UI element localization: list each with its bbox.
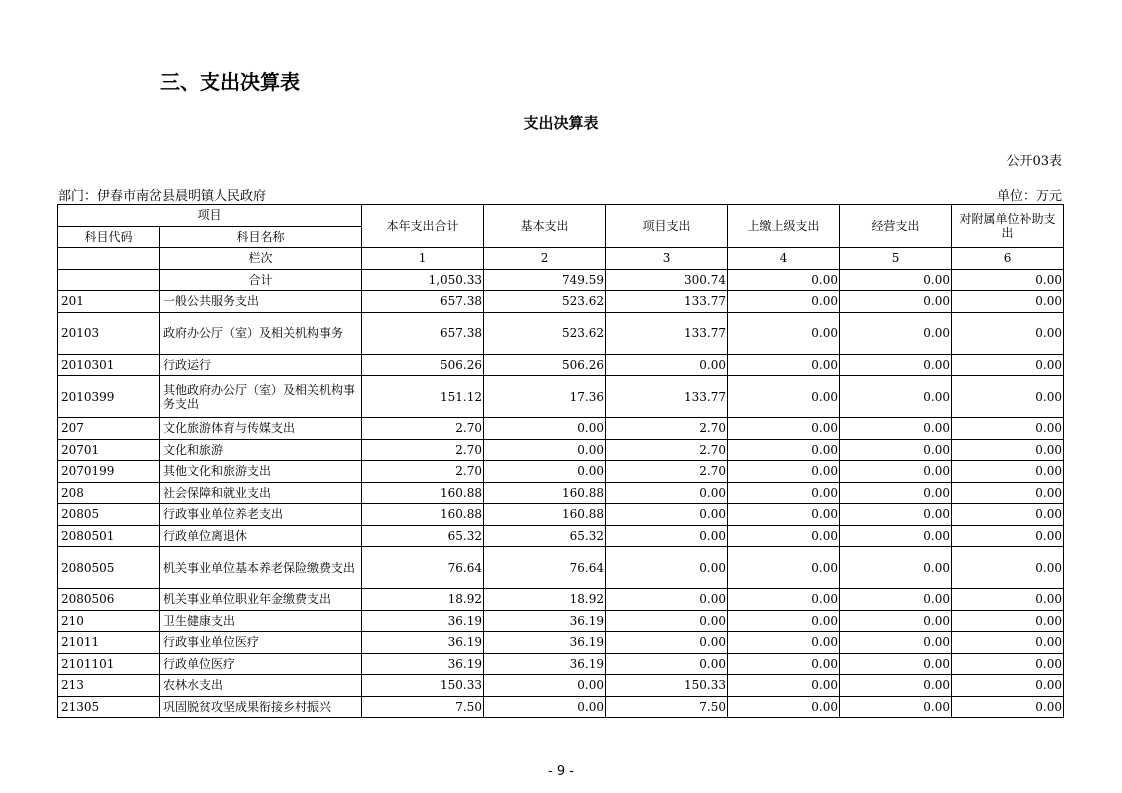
amount-cell: 0.00 [484,418,606,440]
amount-cell: 0.00 [606,482,728,504]
table-row [58,675,1064,697]
subject-code: 2080501 [58,525,160,547]
subject-name: 行政单位离退休 [160,525,362,547]
subject-code: 207 [58,418,160,440]
subject-name: 行政运行 [160,354,362,376]
header-col-2: 基本支出 [484,205,606,248]
amount-cell: 0.00 [840,439,952,461]
subject-name: 机关事业单位职业年金缴费支出 [160,589,362,611]
subject-name: 行政事业单位养老支出 [160,504,362,526]
amount-cell: 0.00 [484,696,606,718]
header-row-index [58,248,1064,270]
subject-name: 卫生健康支出 [160,610,362,632]
amount-cell: 18.92 [362,589,484,611]
amount-cell: 0.00 [840,696,952,718]
amount-cell: 0.00 [728,525,840,547]
amount-cell: 0.00 [840,461,952,483]
col-number: 1 [362,248,484,270]
table-row [58,354,1064,376]
table-row [58,504,1064,526]
table-title: 支出决算表 [523,114,599,132]
amount-cell: 0.00 [606,589,728,611]
amount-cell: 0.00 [728,291,840,313]
amount-cell: 0.00 [728,696,840,718]
amount-cell: 2.70 [606,418,728,440]
subject-name: 政府办公厅（室）及相关机构事务 [160,312,362,354]
amount-cell: 0.00 [728,589,840,611]
amount-cell: 0.00 [952,418,1064,440]
amount-cell: 76.64 [484,547,606,589]
amount-cell: 150.33 [606,675,728,697]
amount-cell: 17.36 [484,376,606,418]
subject-code: 213 [58,675,160,697]
amount-cell: 18.92 [484,589,606,611]
amount-cell: 0.00 [840,653,952,675]
table-row [58,589,1064,611]
subject-name: 文化旅游体育与传媒支出 [160,418,362,440]
table-row [58,312,1064,354]
amount-cell: 133.77 [606,376,728,418]
amount-cell: 36.19 [362,653,484,675]
amount-cell: 0.00 [728,482,840,504]
amount-cell: 2.70 [362,439,484,461]
header-col-1: 本年支出合计 [362,205,484,248]
amount-cell: 0.00 [606,525,728,547]
amount-cell: 657.38 [362,312,484,354]
amount-cell: 0.00 [606,610,728,632]
amount-cell: 0.00 [952,589,1064,611]
amount-cell: 7.50 [606,696,728,718]
amount-cell: 150.33 [362,675,484,697]
amount-cell: 0.00 [606,547,728,589]
header-name: 科目名称 [160,226,362,248]
subject-code: 20805 [58,504,160,526]
amount-cell: 160.88 [362,482,484,504]
table-row [58,376,1064,418]
table-row [58,696,1064,718]
subject-name: 农林水支出 [160,675,362,697]
total-code-blank [58,269,160,291]
table-row [58,291,1064,313]
amount-cell: 0.00 [840,525,952,547]
header-col-4: 上缴上级支出 [728,205,840,248]
department-label: 部门：伊春市南岔县晨明镇人民政府 [58,189,267,204]
subject-name: 一般公共服务支出 [160,291,362,313]
unit-label: 单位：万元 [996,189,1062,204]
table-row [58,525,1064,547]
subject-code: 2010301 [58,354,160,376]
subject-name: 巩固脱贫攻坚成果衔接乡村振兴 [160,696,362,718]
amount-cell: 0.00 [952,653,1064,675]
amount-cell: 36.19 [484,632,606,654]
amount-cell: 0.00 [840,418,952,440]
amount-cell: 76.64 [362,547,484,589]
table-row [58,439,1064,461]
amount-cell: 0.00 [728,418,840,440]
amount-cell: 0.00 [952,675,1064,697]
header-col-5: 经营支出 [840,205,952,248]
amount-cell: 0.00 [728,439,840,461]
amount-cell: 0.00 [728,653,840,675]
amount-cell: 0.00 [840,504,952,526]
amount-cell: 7.50 [362,696,484,718]
amount-cell: 160.88 [362,504,484,526]
table-row [58,482,1064,504]
subject-code: 2080506 [58,589,160,611]
subject-code: 2101101 [58,653,160,675]
subject-code: 2070199 [58,461,160,483]
subject-code: 21011 [58,632,160,654]
table-number: 公开03表 [1006,154,1062,169]
expenditure-table [57,204,1064,718]
amount-cell: 0.00 [606,632,728,654]
amount-cell: 0.00 [840,354,952,376]
total-value: 300.74 [606,269,728,291]
amount-cell: 0.00 [840,610,952,632]
amount-cell: 0.00 [952,312,1064,354]
section-title: 三、支出决算表 [160,70,300,94]
subject-name: 文化和旅游 [160,439,362,461]
col-number: 4 [728,248,840,270]
header-row-1 [58,205,1064,227]
amount-cell: 36.19 [362,610,484,632]
total-label: 合计 [160,269,362,291]
amount-cell: 0.00 [484,461,606,483]
amount-cell: 65.32 [362,525,484,547]
subject-code: 2080505 [58,547,160,589]
subject-name: 机关事业单位基本养老保险缴费支出 [160,547,362,589]
amount-cell: 0.00 [952,482,1064,504]
table-row [58,610,1064,632]
header-col-6: 对附属单位补助支出 [952,205,1064,248]
amount-cell: 0.00 [840,675,952,697]
amount-cell: 133.77 [606,291,728,313]
amount-cell: 0.00 [952,354,1064,376]
amount-cell: 506.26 [362,354,484,376]
amount-cell: 0.00 [952,439,1064,461]
table-row [58,461,1064,483]
total-value: 0.00 [728,269,840,291]
subject-name: 行政单位医疗 [160,653,362,675]
amount-cell: 160.88 [484,482,606,504]
amount-cell: 0.00 [606,504,728,526]
amount-cell: 0.00 [728,610,840,632]
subject-name: 行政事业单位医疗 [160,632,362,654]
subject-code: 208 [58,482,160,504]
amount-cell: 0.00 [952,547,1064,589]
amount-cell: 0.00 [840,291,952,313]
header-code: 科目代码 [58,226,160,248]
amount-cell: 0.00 [952,696,1064,718]
amount-cell: 0.00 [728,504,840,526]
amount-cell: 0.00 [952,504,1064,526]
amount-cell: 0.00 [840,589,952,611]
amount-cell: 151.12 [362,376,484,418]
subject-code: 21305 [58,696,160,718]
amount-cell: 0.00 [728,461,840,483]
amount-cell: 2.70 [606,461,728,483]
amount-cell: 0.00 [952,525,1064,547]
amount-cell: 36.19 [484,653,606,675]
subject-name: 其他文化和旅游支出 [160,461,362,483]
subject-code: 20701 [58,439,160,461]
amount-cell: 0.00 [606,653,728,675]
amount-cell: 657.38 [362,291,484,313]
subject-code: 210 [58,610,160,632]
amount-cell: 0.00 [728,376,840,418]
amount-cell: 133.77 [606,312,728,354]
amount-cell: 0.00 [728,632,840,654]
amount-cell: 160.88 [484,504,606,526]
subject-name: 社会保障和就业支出 [160,482,362,504]
table-row [58,418,1064,440]
col-number: 6 [952,248,1064,270]
amount-cell: 2.70 [362,461,484,483]
table-row [58,632,1064,654]
total-value: 0.00 [952,269,1064,291]
header-col-3: 项目支出 [606,205,728,248]
total-value: 1,050.33 [362,269,484,291]
col-number: 2 [484,248,606,270]
subject-name: 其他政府办公厅（室）及相关机构事务支出 [160,376,362,418]
total-value: 749.59 [484,269,606,291]
amount-cell: 0.00 [840,312,952,354]
amount-cell: 0.00 [840,482,952,504]
table-row [58,547,1064,589]
amount-cell: 2.70 [606,439,728,461]
table-row [58,653,1064,675]
amount-cell: 0.00 [952,610,1064,632]
amount-cell: 0.00 [484,675,606,697]
amount-cell: 0.00 [728,675,840,697]
subject-code: 201 [58,291,160,313]
total-value: 0.00 [840,269,952,291]
amount-cell: 0.00 [484,439,606,461]
amount-cell: 0.00 [952,291,1064,313]
amount-cell: 506.26 [484,354,606,376]
col-number: 5 [840,248,952,270]
amount-cell: 523.62 [484,312,606,354]
amount-cell: 0.00 [728,312,840,354]
header-project: 项目 [58,205,362,227]
amount-cell: 0.00 [606,354,728,376]
subject-code: 20103 [58,312,160,354]
amount-cell: 0.00 [952,376,1064,418]
amount-cell: 0.00 [840,376,952,418]
amount-cell: 0.00 [952,632,1064,654]
amount-cell: 0.00 [952,461,1064,483]
amount-cell: 36.19 [484,610,606,632]
amount-cell: 523.62 [484,291,606,313]
amount-cell: 0.00 [840,547,952,589]
col-number: 3 [606,248,728,270]
amount-cell: 0.00 [728,547,840,589]
amount-cell: 0.00 [728,354,840,376]
page-number: - 9 - [548,764,574,779]
total-row [58,269,1064,291]
row-index-blank [58,248,160,270]
amount-cell: 36.19 [362,632,484,654]
amount-cell: 0.00 [840,632,952,654]
row-index-label: 栏次 [160,248,362,270]
amount-cell: 2.70 [362,418,484,440]
subject-code: 2010399 [58,376,160,418]
amount-cell: 65.32 [484,525,606,547]
